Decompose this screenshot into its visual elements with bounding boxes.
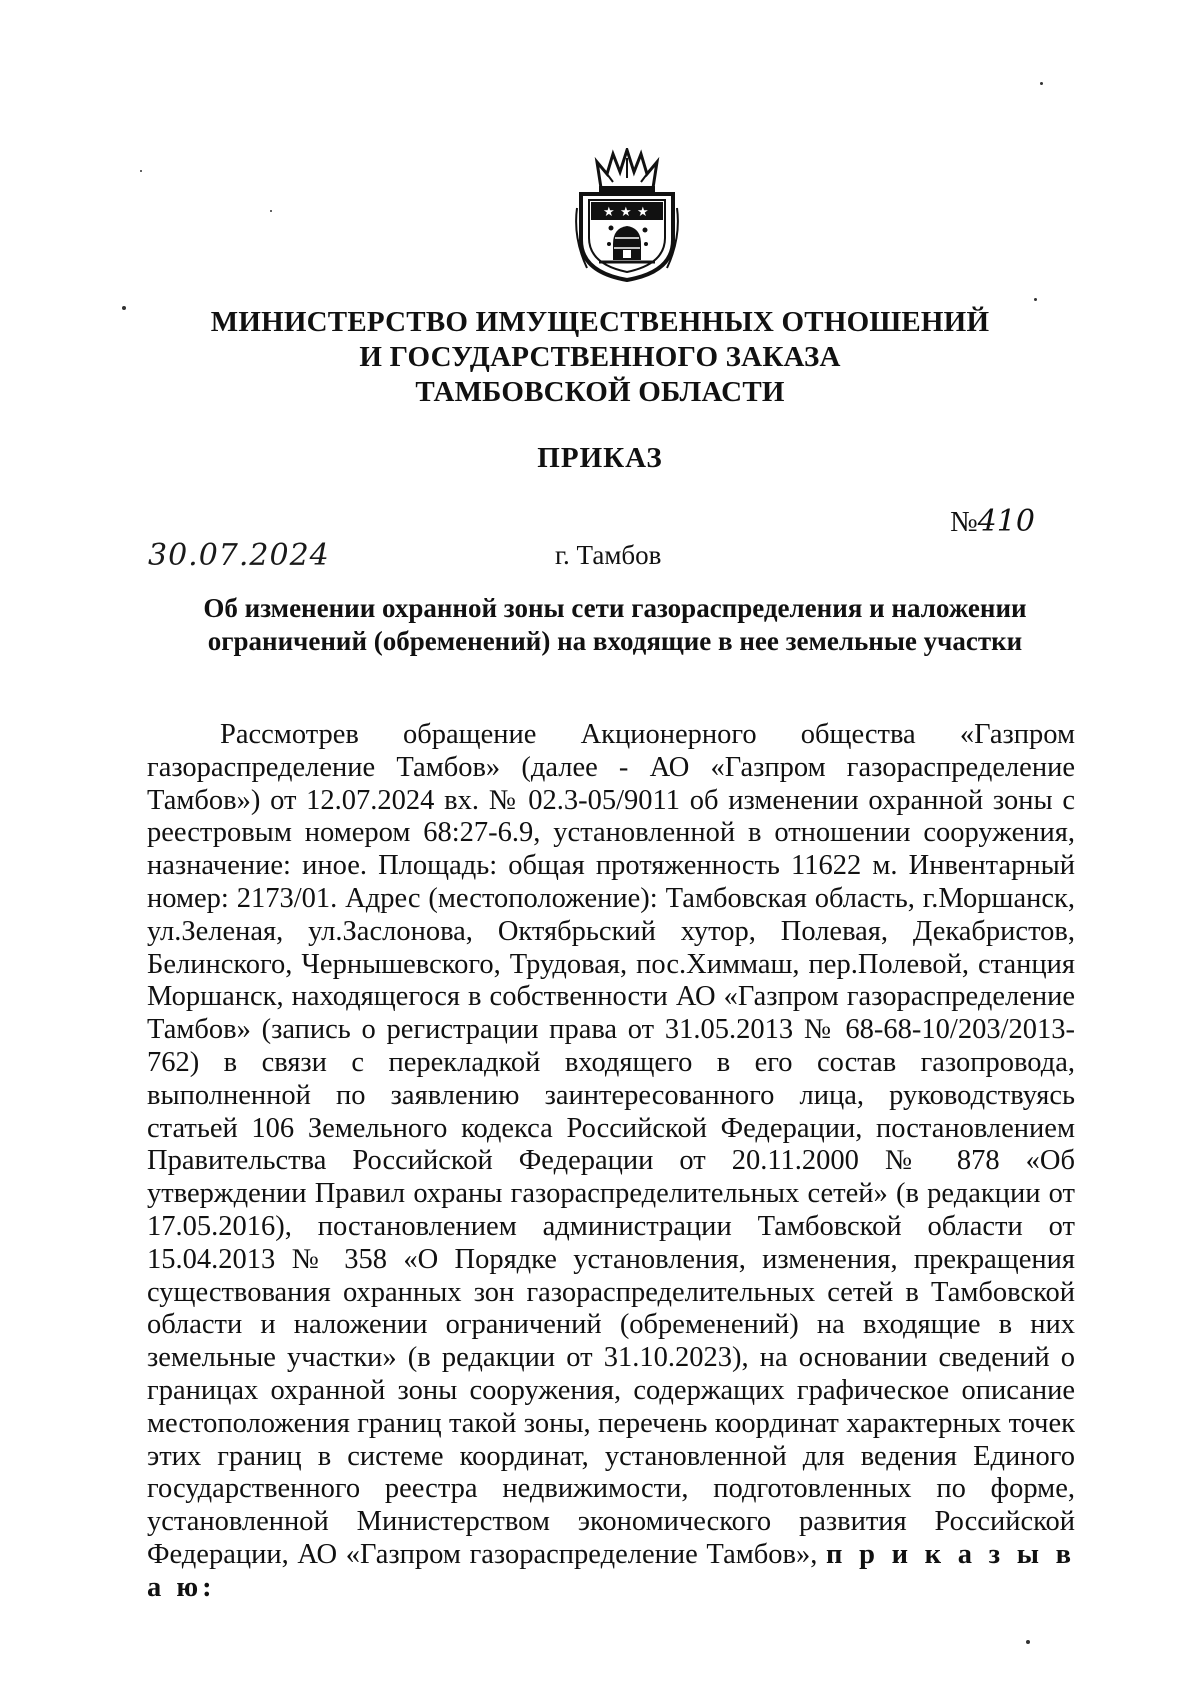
subject-line: Об изменении охранной зоны сети газораспределения и наложении: [203, 593, 1027, 623]
svg-text:★: ★: [620, 205, 632, 220]
city: г. Тамбов: [555, 540, 662, 570]
svg-text:★: ★: [603, 205, 615, 220]
body-paragraph: [147, 719, 1075, 1605]
body-text: Рассмотрев обращение Акционерного общества «Газпром газораспределение Тамбов» (далее - АО «Газпром газораспределение Тамбов») от 12.07.2024 вх. № 02.3-05/9011 об изменении охранной зоны с реестровым номером 68:27-6.9, установленной в отношении сооружения, назначение: иное. Площадь: общая протяженность 11622 м. Инвентарный номер: 2173/01. Адрес (местоположение): Тамбовская область, г.Моршанск, ул.Зеленая, ул.Заслонова, Октябрьский хутор, Полевая, Декабристов, Белинского, Чернышевского, Трудовая, пос.Химмаш, пер.Полевой, станция Моршанск, находящегося в собственности АО «Газпром газораспределение Тамбов» (запись о регистрации права от 31.05.2013 № 68-68-10/203/2013-762) в связи с перекладкой входящего в его состав газопровода, выполненной по заявлению заинтересованного лица, руководствуясь статьей 106 Земельного кодекса Российской Федерации, постановлением Правительства Российской Федерации от 20.11.2000 № 878 «Об утверждении Правил охраны газораспределительных сетей» (в редакции от 17.05.2016), постановлением администрации Тамбовской области от 15.04.2013 № 358 «О Порядке установления, изменения, прекращения существования охранных зон газораспределительных сетей в Тамбовской области и наложении ограничений (обременений) на входящие в них земельные участки» (в редакции от 31.10.2023), на основании сведений о границах охранной зоны сооружения, содержащих графическое описание местоположения границ такой зоны, перечень координат характерных точек этих границ в системе координат, установленной для ведения Единого государственного реестра недвижимости, подготовленных по форме, установленной Министерством экономического развития Российской Федерации, АО «Газпром газораспределение Тамбов»,: [147, 719, 1075, 1570]
subject-line: ограничений (обременений) на входящие в нее земельные участки: [207, 626, 1023, 656]
scan-speck: [1040, 82, 1043, 85]
scan-speck: [270, 210, 272, 212]
ministry-title-line: ТАМБОВСКОЙ ОБЛАСТИ: [415, 376, 785, 408]
date-handwritten: 30.07.2024: [148, 538, 330, 573]
ministry-title-line: МИНИСТЕРСТВО ИМУЩЕСТВЕННЫХ ОТНОШЕНИЙ: [210, 306, 990, 338]
scan-speck: [140, 170, 142, 172]
number-handwritten: 410: [977, 504, 1035, 539]
ministry-title: [200, 305, 1000, 410]
order-word: п р и к а з ы в а ю:: [147, 1538, 1076, 1603]
scan-speck: [1034, 298, 1037, 301]
ministry-title-line: И ГОСУДАРСТВЕННОГО ЗАКАЗА: [359, 341, 841, 373]
document-type: ПРИКАЗ: [537, 442, 663, 474]
number-sign: №: [950, 506, 978, 538]
tambov-coat-of-arms-icon: [573, 148, 681, 283]
order-number: [950, 504, 1035, 539]
scan-speck: [122, 306, 126, 310]
svg-text:★: ★: [637, 205, 649, 220]
order-subject: [150, 592, 1080, 658]
scan-speck: [1026, 1640, 1030, 1644]
